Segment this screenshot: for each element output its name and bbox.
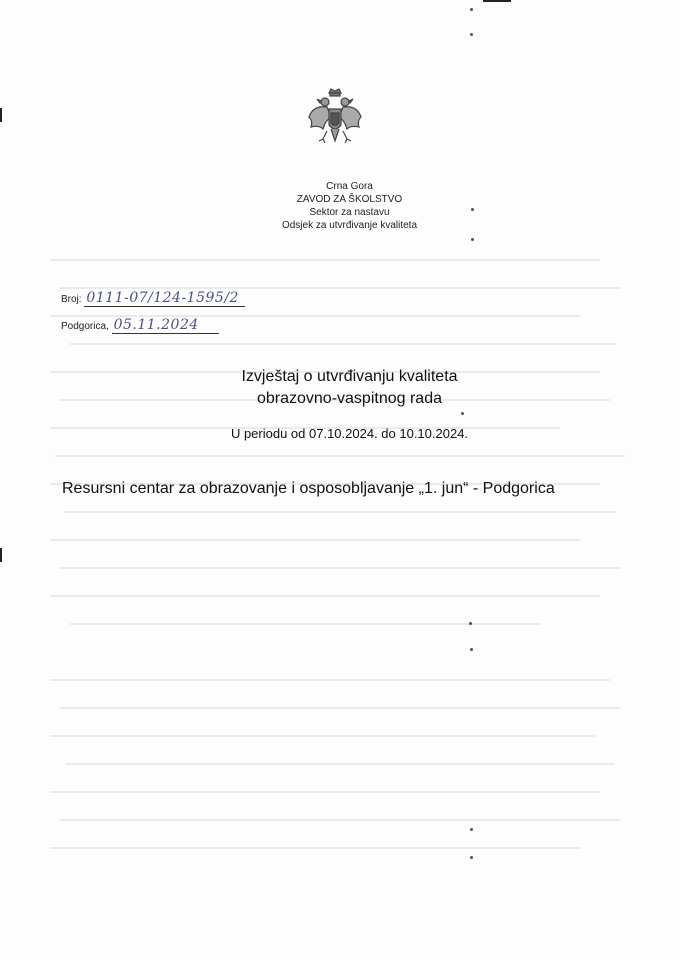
number-label: Broj: — [61, 294, 82, 305]
scan-speck — [470, 33, 473, 36]
scan-edge-mark — [0, 108, 2, 122]
place-label: Podgorica, — [61, 321, 109, 332]
institution-name: ZAVOD ZA ŠKOLSTVO — [296, 194, 403, 205]
scan-edge-mark — [483, 0, 511, 2]
period-text: U periodu od 07.10.2024. do 10.10.2024. — [230, 426, 469, 441]
scan-edge-mark — [0, 548, 2, 562]
evaluated-institution: Resursni centar za obrazovanje i osposobljavanje „1. jun“ - Podgorica — [62, 480, 555, 497]
institution-header — [0, 180, 679, 232]
report-title — [0, 366, 679, 410]
document-number-row — [61, 290, 245, 307]
handwritten-date: 05.11.2024 — [112, 317, 219, 334]
report-title-line-1: Izvještaj o utvrđivanju kvaliteta — [241, 368, 458, 385]
department-name: Odsjek za utvrđivanje kvaliteta — [281, 220, 418, 231]
country-name: Crna Gora — [326, 181, 373, 192]
bleed-through-texture — [40, 240, 630, 880]
sector-name: Sektor za nastavu — [309, 207, 390, 218]
handwritten-number: 0111-07/124-1595/2 — [84, 290, 245, 307]
document-date-row — [61, 317, 219, 334]
report-title-line-2: obrazovno-vaspitnog rada — [256, 390, 442, 407]
scan-speck — [470, 8, 473, 11]
montenegro-coat-of-arms-icon — [303, 87, 367, 151]
report-period — [0, 426, 679, 441]
